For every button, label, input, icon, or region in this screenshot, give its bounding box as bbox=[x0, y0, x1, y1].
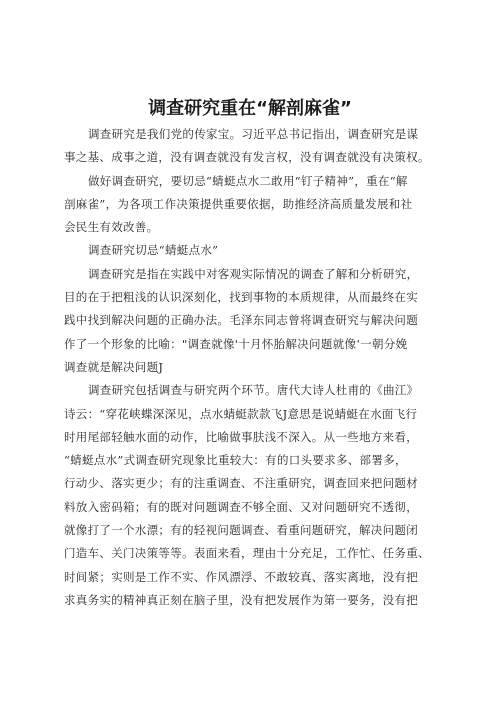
paragraph-line: 剖麻雀”，为各项工作决策提供重要依据，助推经济高质量发展和社 bbox=[64, 196, 413, 211]
paragraph-line: 时用尾部轻触水面的动作，比喻做事肤浅不深入。从一些地方来看， bbox=[64, 429, 418, 444]
paragraph-line: 事之基、成事之道，没有调查就没有发言权，没有调查就没有决策权。 bbox=[64, 150, 430, 165]
paragraph-line: 践中找到解决问题的正确办法。毛泽东同志曾将调查研究与解决问题 bbox=[64, 313, 418, 328]
paragraph-line: 求真务实的精神真正刻在脑子里，没有把发展作为第一要务，没有把 bbox=[64, 592, 418, 607]
document-title: 调查研究重在“解剖麻雀” bbox=[148, 98, 352, 119]
paragraph-line: 调查就是解决问题J bbox=[64, 359, 164, 374]
paragraph-line: 行动少、落实更少；有的注重调查、不注重研究，调查回来把问题材 bbox=[64, 476, 418, 491]
paragraph-line: 目的在于把粗浅的认识深刻化，找到事物的本质规律，从而最终在实 bbox=[64, 290, 418, 305]
paragraph-line: 料放入密码箱；有的既对问题调查不够全面、又对问题研究不透彻， bbox=[64, 499, 418, 514]
paragraph-line: 调查研究是我们党的传家宝。习近平总书记指出，调查研究是谋 bbox=[88, 127, 419, 141]
paragraph-line: 会民生有效改善。 bbox=[64, 220, 159, 235]
paragraph-line: 做好调查研究，要切忌“蜻蜓点水二敢用“钉子精神”，重在“解 bbox=[88, 173, 408, 188]
paragraph-line: 时间紧；实则是工作不实、作风漂浮、不敢较真、落实离地，没有把 bbox=[64, 569, 418, 584]
paragraph-line: “蜻蜓点水”式调查研究现象比重较大：有的口头要求多、部署多， bbox=[64, 453, 407, 468]
paragraph-line: 诗云：“穿花峡蝶深深见，点水蜻蜓款款飞J意思是说蜻蜓在水面飞行 bbox=[64, 406, 418, 421]
document-body bbox=[64, 123, 444, 612]
paragraph-line: 门造车、关门决策等等。表面来看，理由十分充足，工作忙、任务重、 bbox=[64, 546, 430, 561]
paragraph-line: 作了一个形象的比喻："调查就像'十月怀胎解决问题就像‘一朝分娩 bbox=[64, 336, 408, 351]
paragraph-line: 调查研究是指在实践中对客观实际情况的调查了解和分析研究， bbox=[88, 266, 419, 281]
paragraph-line: 调查研究包括调查与研究两个环节。唐代大诗人杜甫的《曲江》 bbox=[88, 383, 419, 398]
section-heading: 调查研究切忌“蜻蜓点水” bbox=[88, 243, 219, 258]
paragraph-line: 就像打了一个水漂；有的轻视问题调查、看重问题研究，解决问题闭 bbox=[64, 523, 418, 538]
